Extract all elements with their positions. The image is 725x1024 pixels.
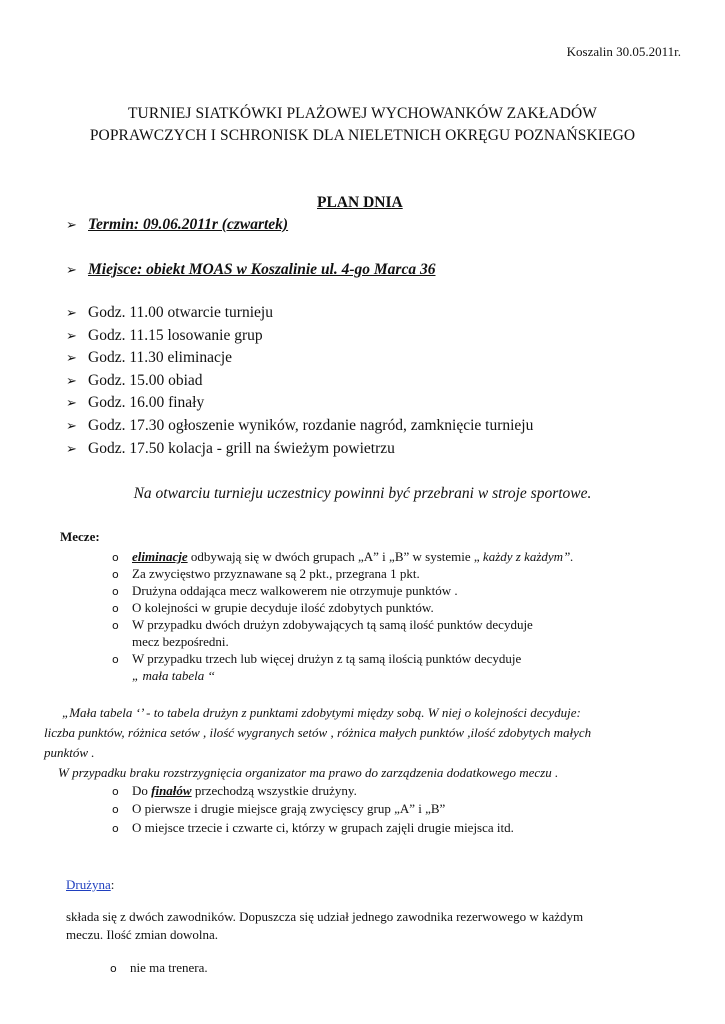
miejsce-text: Miejsce: obiekt MOAS w Koszalinie ul. 4-go Marca 36 <box>88 261 436 278</box>
schedule-item <box>66 372 203 390</box>
circle-bullet-icon: o <box>112 585 119 598</box>
schedule-item <box>66 394 204 412</box>
schedule-item <box>66 417 533 435</box>
arrow-bullet-icon: ➢ <box>66 306 77 321</box>
arrow-bullet-icon: ➢ <box>66 396 77 411</box>
druzyna-line-2: meczu. Ilość zmian dowolna. <box>66 927 218 942</box>
mecze-heading: Mecze: <box>60 529 100 544</box>
mala-tabela-line-4: W przypadku braku rozstrzygnięcia organizator ma prawo do zarządzenia dodatkowego meczu . <box>58 765 559 780</box>
finalow-term: finałów <box>151 783 192 798</box>
termin-item <box>66 216 288 234</box>
druzyna-line-1: składa się z dwóch zawodników. Dopuszcza się udział jednego zawodnika rezerwowego w każdym <box>66 909 584 924</box>
circle-bullet-icon: o <box>112 803 119 816</box>
finals-bullet-first-second: o O pierwsze i drugie miejsce grają zwycięscy grup „A” i „B” <box>112 801 652 819</box>
druzyna-link[interactable]: Drużyna <box>66 877 111 892</box>
arrow-bullet-icon: ➢ <box>66 329 77 344</box>
document-date: Koszalin 30.05.2011r. <box>566 44 681 59</box>
mecze-bullet-three-teams: o W przypadku trzech lub więcej drużyn z tą samą ilością punktów decyduje „ mała tabela ‘‘ <box>112 651 522 683</box>
mala-tabela-line-1: „Mała tabela ‘’ - to tabela drużyn z punktami zdobytymi między sobą. W niej o kolejności decyduje: <box>62 705 581 720</box>
circle-bullet-icon: o <box>112 602 119 615</box>
schedule-item <box>66 327 263 345</box>
druzyna-bullet-coach: o nie ma trenera. <box>110 960 650 978</box>
termin-text: Termin: 09.06.2011r (czwartek) <box>88 216 289 233</box>
circle-bullet-icon: o <box>112 619 119 632</box>
mala-tabela-line-2: liczba punktów, różnica setów , ilość wygranych setów , różnica małych punktów ,ilość zdobytych małych <box>44 725 592 740</box>
mala-tabela-line-3: punktów . <box>44 745 95 760</box>
schedule-text: Godz. 17.50 kolacja - grill na świeżym powietrzu <box>88 440 395 457</box>
title-line-1: TURNIEJ SIATKÓWKI PLAŻOWEJ WYCHOWANKÓW ZAKŁADÓW <box>127 105 598 122</box>
schedule-item <box>66 304 273 322</box>
document-title <box>0 103 725 147</box>
circle-bullet-icon: o <box>110 962 117 975</box>
dress-code-note: Na otwarciu turnieju uczestnicy powinni być przebrani w stroje sportowe. <box>133 485 592 502</box>
circle-bullet-icon: o <box>112 653 119 666</box>
druzyna-heading: Drużyna: <box>66 877 115 892</box>
schedule-text: Godz. 11.00 otwarcie turnieju <box>88 304 273 321</box>
mecze-bullet-order: o O kolejności w grupie decyduje ilość zdobytych punktów. <box>112 600 652 618</box>
schedule-text: Godz. 15.00 obiad <box>88 372 203 389</box>
mecze-bullet-eliminacje: o eliminacje odbywają się w dwóch grupach „A” i „B” w systemie „ każdy z każdym”. <box>112 549 652 567</box>
arrow-bullet-icon: ➢ <box>66 419 77 434</box>
finals-bullet-all: o Do finałów przechodzą wszystkie drużyny. <box>112 783 652 801</box>
arrow-bullet-icon: ➢ <box>66 374 77 389</box>
mecze-bullet-points: o Za zwycięstwo przyznawane są 2 pkt., przegrana 1 pkt. <box>112 566 652 584</box>
schedule-text: Godz. 16.00 finały <box>88 394 205 411</box>
finals-bullet-third-fourth: o O miejsce trzecie i czwarte ci, którzy w grupach zajęli drugie miejsca itd. <box>112 820 652 838</box>
mecze-bullet-walkover: o Drużyna oddająca mecz walkowerem nie otrzymuje punktów . <box>112 583 652 601</box>
circle-bullet-icon: o <box>112 551 119 564</box>
plan-heading: PLAN DNIA <box>317 194 403 211</box>
title-line-2: POPRAWCZYCH I SCHRONISK DLA NIELETNICH OKRĘGU POZNAŃSKIEGO <box>89 127 636 144</box>
schedule-text: Godz. 11.30 eliminacje <box>88 349 233 366</box>
circle-bullet-icon: o <box>112 822 119 835</box>
circle-bullet-icon: o <box>112 568 119 581</box>
arrow-bullet-icon: ➢ <box>66 442 77 457</box>
arrow-bullet-icon: ➢ <box>66 218 77 233</box>
schedule-item <box>66 349 232 367</box>
miejsce-item <box>66 261 435 279</box>
arrow-bullet-icon: ➢ <box>66 263 77 278</box>
schedule-item <box>66 440 395 458</box>
eliminacje-term: eliminacje <box>132 549 188 564</box>
mecze-bullet-two-teams: o W przypadku dwóch drużyn zdobywających tą samą ilość punktów decyduje mecz bezpośredni. <box>112 617 533 649</box>
schedule-text: Godz. 17.30 ogłoszenie wyników, rozdanie nagród, zamknięcie turnieju <box>88 417 534 434</box>
circle-bullet-icon: o <box>112 785 119 798</box>
arrow-bullet-icon: ➢ <box>66 351 77 366</box>
schedule-text: Godz. 11.15 losowanie grup <box>88 327 263 344</box>
